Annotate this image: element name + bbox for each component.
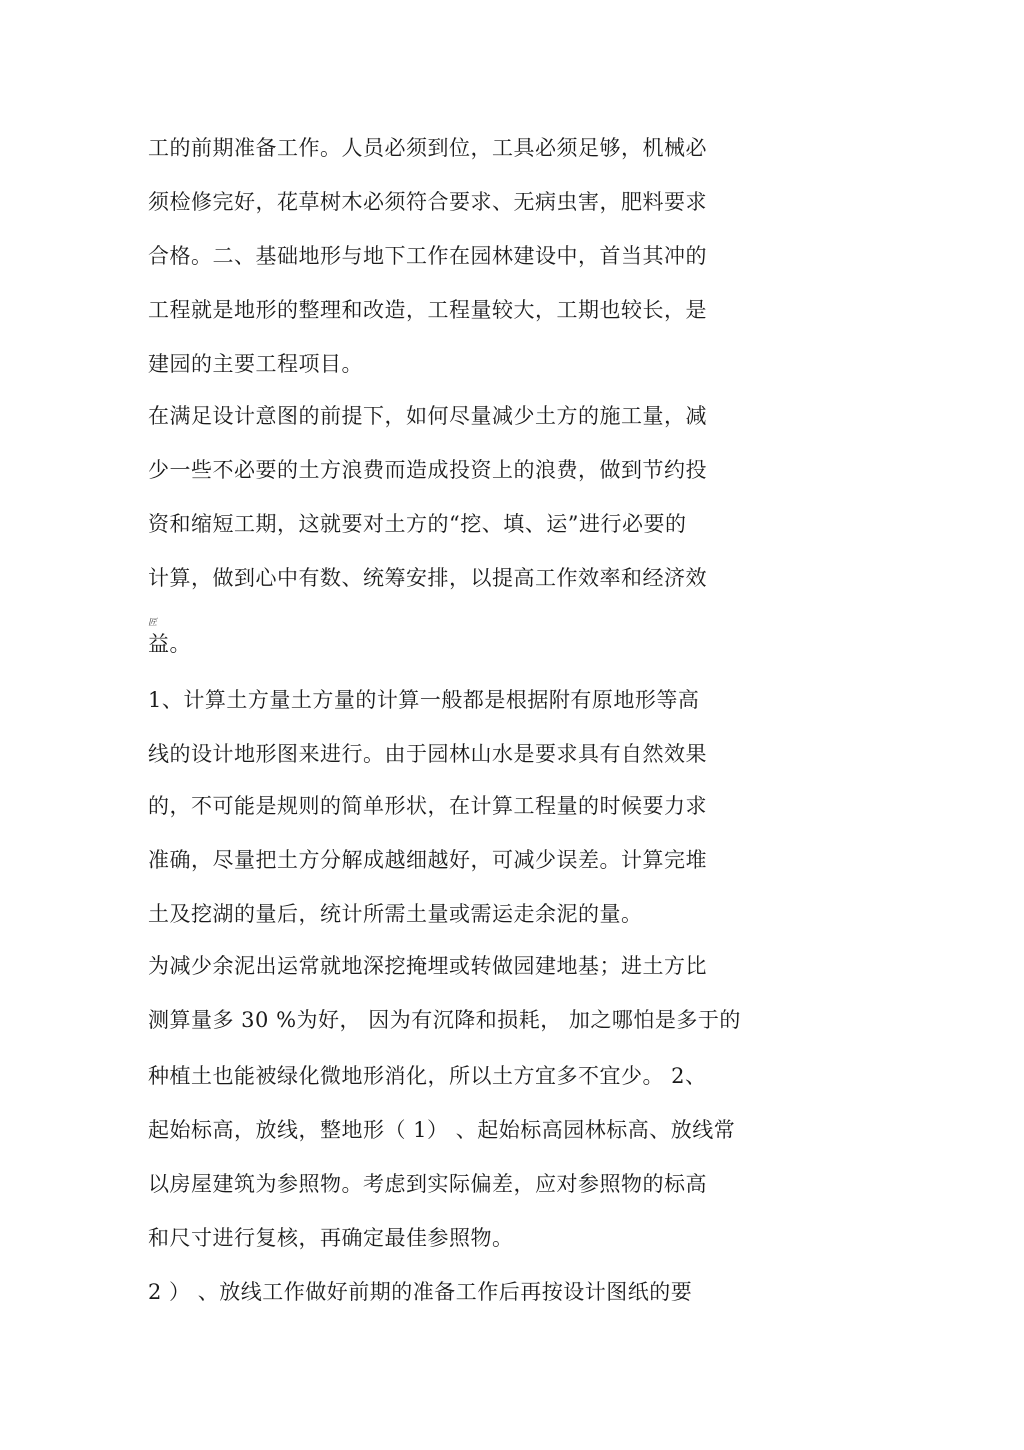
text-line: 益。 xyxy=(148,632,191,656)
text-line: 以房屋建筑为参照物。考虑到实际偏差，应对参照物的标高 xyxy=(148,1172,707,1196)
text-line: 种植土也能被绿化微地形消化，所以土方宜多不宜少。 2、 xyxy=(148,1064,707,1088)
text-line: 2 ） 、放线工作做好前期的准备工作后再按设计图纸的要 xyxy=(148,1280,693,1304)
text-line: 1、计算土方量土方量的计算一般都是根据附有原地形等高 xyxy=(148,688,700,712)
text-line: 工程就是地形的整理和改造，工程量较大，工期也较长，是 xyxy=(148,298,707,322)
text-line: 合格。二、基础地形与地下工作在园林建设中，首当其冲的 xyxy=(148,244,707,268)
text-line: 准确，尽量把土方分解成越细越好，可减少误差。计算完堆 xyxy=(148,848,707,872)
text-line: 和尺寸进行复核，再确定最佳参照物。 xyxy=(148,1226,514,1250)
text-line: 须检修完好，花草树木必须符合要求、无病虫害，肥料要求 xyxy=(148,190,707,214)
text-line: 为减少余泥出运常就地深挖掩埋或转做园建地基；进土方比 xyxy=(148,954,707,978)
text-line: 线的设计地形图来进行。由于园林山水是要求具有自然效果 xyxy=(148,742,707,766)
text-line: 资和缩短工期，这就要对土方的“挖、填、运”进行必要的 xyxy=(148,512,687,536)
text-line: 计算，做到心中有数、统筹安排，以提高工作效率和经济效 xyxy=(148,566,707,590)
text-line: 的，不可能是规则的简单形状，在计算工程量的时候要力求 xyxy=(148,794,707,818)
text-line: 工的前期准备工作。人员必须到位，工具必须足够，机械必 xyxy=(148,136,707,160)
text-line: 在满足设计意图的前提下，如何尽量减少土方的施工量，减 xyxy=(148,404,707,428)
text-line: 少一些不必要的土方浪费而造成投资上的浪费，做到节约投 xyxy=(148,458,707,482)
text-line: 土及挖湖的量后，统计所需土量或需运走余泥的量。 xyxy=(148,902,643,926)
text-line: 建园的主要工程项目。 xyxy=(148,352,363,376)
stray-mark: 匠 xyxy=(148,618,158,628)
text-line: 测算量多 30 %为好， 因为有沉降和损耗， 加之哪怕是多于的 xyxy=(148,1008,741,1032)
text-line: 起始标高，放线，整地形（ 1） 、起始标高园林标高、放线常 xyxy=(148,1118,736,1142)
